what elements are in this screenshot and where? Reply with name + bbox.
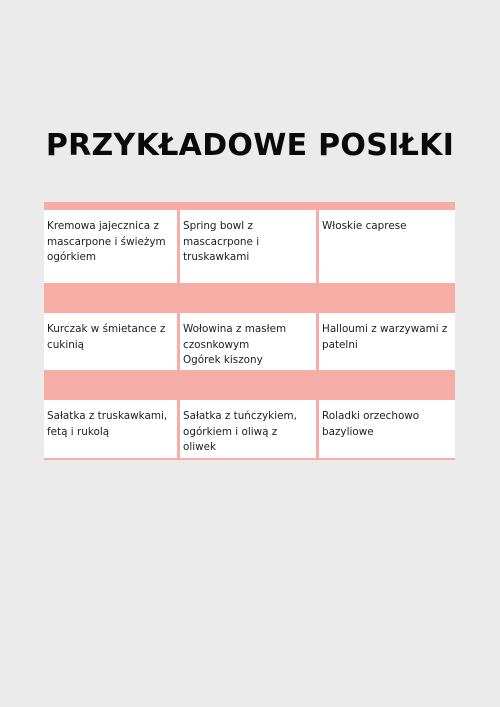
meal-text-line: fetą i rukolą [47, 425, 110, 438]
meals-table [44, 202, 455, 460]
meal-text-line: Włoskie caprese [322, 220, 407, 232]
meal-text-line: Roladki orzechowo [322, 410, 420, 422]
meal-cell-supper-1 [44, 400, 177, 458]
meal-text-line: bazyliowe [322, 425, 374, 438]
meal-text-line: Kremowa jajecznica z [47, 220, 159, 232]
meal-text-line: Spring bowl z [183, 220, 253, 232]
page-title: PRZYKŁADOWE POSIŁKI [45, 128, 455, 163]
meal-text-line: ogórkiem [47, 251, 97, 264]
meal-text-line: mascacrpone i [183, 235, 260, 248]
meal-cell-dinner-3 [319, 313, 455, 370]
meal-cell-breakfast-1 [44, 210, 177, 283]
meal-text-line: Halloumi z warzywami z [322, 323, 448, 335]
meal-cell-breakfast-3 [319, 210, 455, 283]
meal-text-line: cukinią [47, 338, 85, 351]
meal-text-line: czosnkowym [183, 338, 250, 351]
meal-text-line: Wołowina z masłem [183, 323, 287, 335]
meal-text-line: truskawkami [183, 251, 250, 264]
meal-cell-dinner-1 [44, 313, 177, 370]
meal-text-line: Ogórek kiszony [183, 354, 263, 367]
meal-cell-supper-2 [180, 400, 316, 458]
meal-text-line: patelni [322, 338, 358, 351]
meal-text-line: Sałatka z truskawkami, [47, 410, 168, 422]
meal-cell-breakfast-2 [180, 210, 316, 283]
meal-cell-dinner-2 [180, 313, 316, 370]
meal-text-line: ogórkiem i oliwą z oliwek [183, 425, 278, 454]
meal-text-line: mascarpone i świeżym [47, 235, 166, 248]
meal-cell-supper-3 [319, 400, 455, 458]
meal-text-line: Sałatka z tuńczykiem, [183, 410, 297, 422]
meal-text-line: Kurczak w śmietance z [47, 323, 166, 335]
